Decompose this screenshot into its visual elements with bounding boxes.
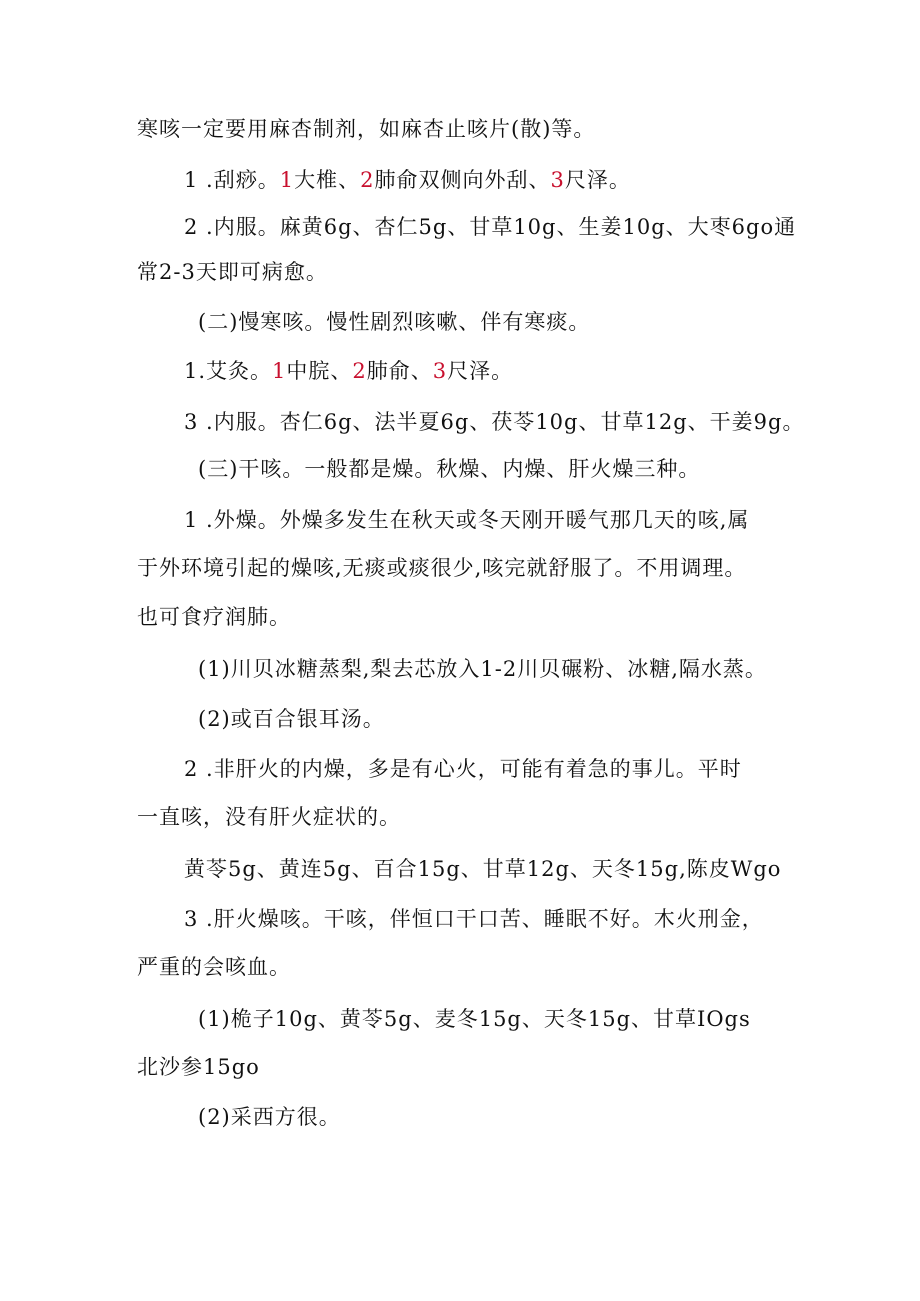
text-segment: 尺泽。	[564, 168, 631, 192]
text-segment: 1.艾灸。	[184, 359, 273, 383]
red-number: 3	[432, 359, 448, 383]
text-line: 于外环境引起的燥咳,无痰或痰很少,咳完就舒服了。不用调理。	[137, 556, 747, 580]
text-line: 也可食疗润肺。	[137, 605, 291, 629]
text-line: (2)或百合银耳汤。	[198, 707, 385, 731]
text-line: (三)干咳。一般都是燥。秋燥、内燥、肝火燥三种。	[198, 457, 701, 481]
text-line: 北沙参15go	[137, 1055, 260, 1079]
text-segment: 中脘、	[286, 359, 353, 383]
text-line	[184, 167, 631, 193]
text-segment: 肺俞、	[366, 359, 433, 383]
text-line: 一直咳，没有肝火症状的。	[137, 805, 401, 829]
text-segment: 尺泽。	[447, 359, 514, 383]
text-segment: 1 .刮痧。	[184, 168, 280, 192]
red-number: 2	[352, 359, 367, 383]
text-line: 严重的会咳血。	[137, 955, 291, 979]
text-line: (1)川贝冰糖蒸梨,梨去芯放入1-2川贝碾粉、冰糖,隔水蒸。	[198, 657, 767, 681]
red-number: 1	[279, 168, 295, 192]
text-line: (2)采西方很。	[198, 1105, 341, 1129]
text-line	[184, 358, 513, 384]
text-line: 3 .内服。杏仁6g、法半夏6g、茯苓10g、甘草12g、干姜9g。	[184, 410, 805, 434]
text-line: 2 .非肝火的内燥，多是有心火，可能有着急的事儿。平时	[184, 757, 742, 781]
red-number: 3	[550, 168, 565, 192]
text-line: (1)桅子10g、黄苓5g、麦冬15g、天冬15g、甘草IOgs	[198, 1007, 751, 1031]
text-line: (二)慢寒咳。慢性剧烈咳嗽、伴有寒痰。	[198, 310, 591, 334]
text-segment: 大椎、	[294, 168, 361, 192]
red-number: 2	[360, 168, 375, 192]
text-line: 3 .肝火燥咳。干咳，伴恒口干口苦、睡眠不好。木火刑金，	[184, 907, 764, 931]
text-line: 2 .内服。麻黄6g、杏仁5g、甘草10g、生姜10g、大枣6go通	[184, 215, 797, 239]
text-segment: 肺俞双侧向外刮、	[374, 168, 551, 192]
text-line: 黄苓5g、黄连5g、百合15g、甘草12g、天冬15g,陈皮Wgo	[184, 857, 782, 881]
text-line: 常2-3天即可病愈。	[137, 260, 328, 284]
text-line: 1 .外燥。外燥多发生在秋天或冬天刚开暖气那几天的咳,属	[184, 508, 750, 532]
red-number: 1	[272, 359, 287, 383]
text-line: 寒咳一定要用麻杏制剂，如麻杏止咳片(散)等。	[137, 117, 596, 141]
